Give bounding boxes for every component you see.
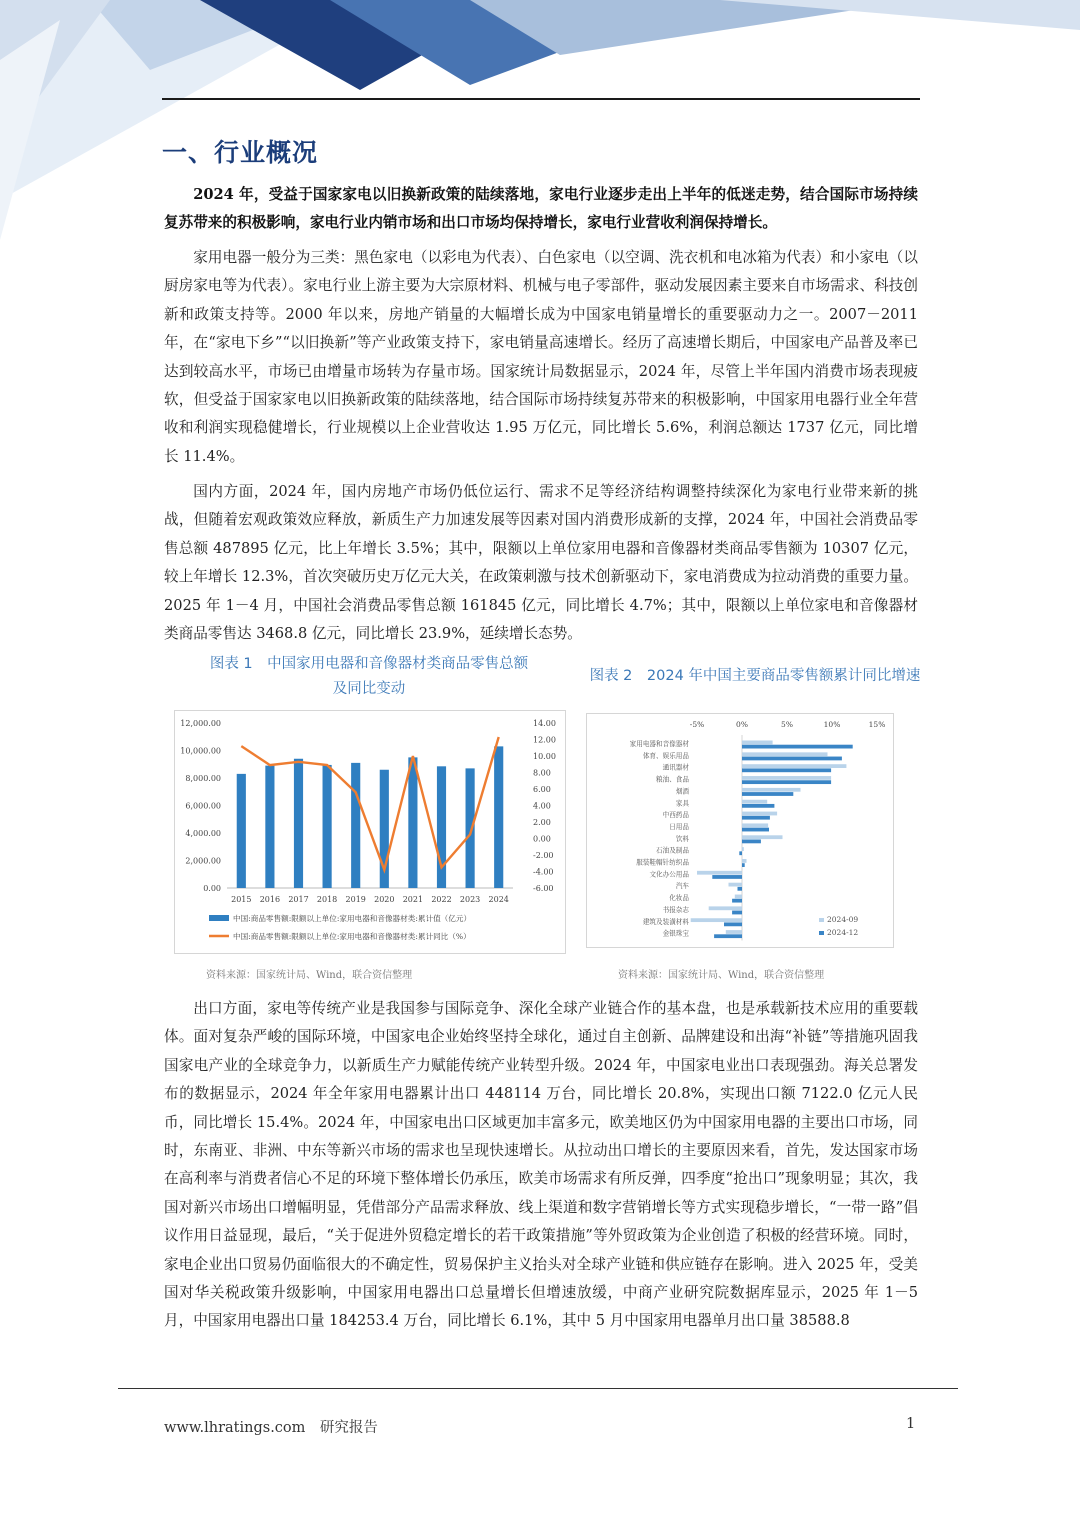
bar-retail-sales (237, 774, 246, 888)
bar-retail-sales (351, 763, 360, 888)
x-axis-tick: 10% (823, 720, 841, 729)
x-axis-tick: 2022 (431, 895, 452, 904)
category-label: 化妆品 (669, 894, 689, 903)
x-axis-tick: 15% (868, 720, 886, 729)
legend-swatch-2024-12 (819, 931, 824, 935)
bar-2024-09 (735, 895, 742, 899)
left-axis-tick: 2,000.00 (185, 856, 221, 866)
bar-2024-09 (742, 741, 773, 745)
figure1-caption (176, 652, 562, 702)
x-axis-tick: 0% (736, 720, 748, 729)
x-axis-tick: 2023 (459, 895, 481, 904)
category-label: 汽车 (675, 882, 689, 891)
x-axis-tick: 2019 (345, 895, 366, 904)
legend-label-2024-12: 2024-12 (827, 928, 859, 937)
category-label: 书报杂志 (662, 905, 689, 914)
legend-label-bars: 中国:商品零售额:限额以上单位:家用电器和音像器材类:累计值（亿元） (233, 914, 472, 923)
paragraph-domestic: 国内方面，2024 年，国内房地产市场仍低位运行、需求不足等经济结构调整持续深化为家电行业带来新的挑战，但随着宏观政策效应释放，新质生产力加速发展等因素对国内消费形成新的支撑，2024 年，中国社会消费品零售总额 487895 亿元，比上年增长 3.5%；其中，限额以上单位家用电器和音像器材类商品零售额为 10307 亿元，较上年增长 12.3%，首次突破历史万亿元大关，在政策刺激与技术创新驱动下，家电消费成为拉动消费的重要力量。2025 年 1－4 月，中国社会消费品零售总额 161845 亿元，同比增长 4.7%；其中，限额以上单位家电和音像器材类商品零售达 3468.8 亿元，同比增长 23.9%，延续增长态势。 (164, 483, 918, 643)
bar-2024-12 (742, 828, 769, 832)
category-label: 家具 (675, 799, 689, 808)
left-axis-tick: 4,000.00 (185, 829, 221, 838)
bar-2024-09 (742, 823, 768, 827)
category-label: 文化办公用品 (649, 870, 689, 879)
bar-2024-12 (742, 768, 831, 772)
bar-2024-09 (742, 859, 747, 863)
x-axis-tick: 2021 (402, 895, 424, 904)
category-label: 家用电器和音像器材 (629, 740, 689, 748)
bar-2024-12 (742, 804, 774, 808)
category-label: 中西药品 (662, 811, 689, 820)
bar-retail-sales (408, 757, 417, 888)
legend-label-line: 中国:商品零售额:限额以上单位:家用电器和音像器材类:累计同比（%） (233, 932, 471, 941)
bar-retail-sales (466, 768, 475, 888)
x-axis-tick: 5% (781, 720, 793, 729)
x-axis-tick: 2018 (316, 895, 338, 904)
bar-2024-09 (742, 835, 783, 839)
right-axis-tick: -2.00 (533, 851, 554, 860)
page-number: 1 (906, 1416, 916, 1432)
line-yoy-growth (241, 737, 498, 870)
bar-retail-sales (294, 759, 303, 888)
lead-paragraph: 2024 年，受益于国家家电以旧换新政策的陆续落地，家电行业逐步走出上半年的低迷走势，结合国际市场持续复苏带来的积极影响，家电行业内销市场和出口市场均保持增长，家电行业营收利润保持增长。 (164, 186, 918, 232)
bar-2024-12 (742, 780, 831, 784)
paragraph-exports: 出口方面，家电等传统产业是我国参与国际竞争、深化全球产业链合作的基本盘，也是承载新技术应用的重要载体。面对复杂严峻的国际环境，中国家电企业始终坚持全球化，通过自主创新、品牌建设和出海“补链”等措施巩固我国家电产业的全球竞争力，以新质生产力赋能传统产业转型升级。2024 年，中国家电业出口表现强劲。海关总署发布的数据显示，2024 年全年家用电器累计出口 448114 万台，同比增长 20.8%，实现出口额 7122.0 亿元人民币，同比增长 15.4%。2024 年，中国家电出口区域更加丰富多元，欧美地区仍为中国家用电器的主要出口市场，同时，东南亚、非洲、中东等新兴市场的需求也呈现快速增长。从拉动出口增长的主要原因来看，首先，发达国家市场在高利率与消费者信心不足的环境下整体增长仍承压，欧美市场需求有所反弹，四季度“抢出口”现象明显；其次，我国对新兴市场出口增幅明显，凭借部分产品需求释放、线上渠道和数字营销增长等方式实现稳步增长，“一带一路”倡议作用日益显现，最后，“关于促进外贸稳定增长的若干政策措施”等外贸政策为企业创造了积极的经营环境。同时，家电企业出口贸易仍面临很大的不确定性，贸易保护主义抬头对全球产业链和供应链存在影响。进入 2025 年，受美国对华关税政策升级影响，中国家用电器出口总量增长但增速放缓，中商产业研究院数据库显示，2025 年 1－5 月，中国家用电器出口量 184253.4 万台，同比增长 6.1%，其中 5 月中国家用电器单月出口量 38588.8 (164, 1000, 918, 1330)
bar-retail-sales (494, 746, 503, 888)
right-axis-tick: 10.00 (533, 752, 556, 761)
bar-2024-09 (742, 752, 828, 756)
right-axis-tick: 2.00 (533, 818, 551, 827)
right-axis-tick: 4.00 (533, 801, 551, 811)
bar-2024-09 (697, 871, 742, 875)
bar-2024-12 (732, 911, 742, 915)
right-axis-tick: 14.00 (533, 719, 556, 728)
bar-2024-12 (742, 816, 770, 820)
bar-2024-12 (742, 863, 745, 867)
bar-2024-09 (726, 930, 742, 934)
left-axis-tick: 12,000.00 (180, 719, 221, 728)
figure1-caption-line2: 及同比变动 (332, 681, 406, 697)
legend-label-2024-09: 2024-09 (827, 915, 859, 924)
left-axis-tick: 0.00 (203, 884, 221, 893)
footer-rule (118, 1388, 958, 1389)
section-title: 一、行业概况 (162, 138, 319, 167)
bar-2024-09 (742, 788, 801, 792)
bar-2024-12 (742, 757, 842, 761)
bar-2024-12 (732, 899, 742, 903)
paragraph-industry-overview: 家用电器一般分为三类：黑色家电（以彩电为代表）、白色家电（以空调、洗衣机和电冰箱为代表）和小家电（以厨房家电等为代表）。家电行业上游主要为大宗原材料、机械与电子零部件，驱动发展因素主要来自市场需求、科技创新和政策支持等。2000 年以来，房地产销量的大幅增长成为中国家电销量增长的重要驱动力之一。2007－2011 年，在“家电下乡”“以旧换新”等产业政策支持下，家电销量高速增长。经历了高速增长期后，中国家电产品普及率已达到较高水平，市场已由增量市场转为存量市场。国家统计局数据显示，2024 年，尽管上半年国内消费市场表现疲软，但受益于国家家电以旧换新政策的陆续落地，结合国际市场持续复苏带来的积极影响，中国家用电器行业全年营收和利润实现稳健增长，行业规模以上企业营收达 1.95 万亿元，同比增长 5.6%，利润总额达 1737 亿元，同比增长 11.4%。 (164, 249, 918, 465)
bar-2024-12 (739, 851, 742, 855)
bar-2024-09 (742, 800, 767, 804)
category-label: 体育、娱乐用品 (642, 751, 689, 760)
bar-2024-12 (742, 745, 853, 749)
bar-2024-09 (742, 764, 846, 768)
bar-2024-09 (742, 847, 744, 851)
left-axis-tick: 10,000.00 (180, 746, 221, 756)
bar-2024-09 (729, 883, 743, 887)
x-axis-tick: 2017 (288, 895, 309, 904)
x-axis-tick: 2020 (374, 895, 395, 904)
figure1-caption-line1: 图表 1 中国家用电器和音像器材类商品零售总额 (209, 656, 529, 672)
bar-2024-09 (709, 906, 742, 910)
bar-2024-12 (724, 922, 742, 926)
category-growth-chart (587, 714, 893, 947)
bar-retail-sales (437, 766, 446, 888)
right-axis-tick: -6.00 (533, 884, 554, 893)
bar-2024-09 (742, 776, 831, 780)
figure2-source: 资料来源：国家统计局、Wind，联合资信整理 (618, 970, 825, 981)
bar-2024-09 (691, 918, 742, 922)
category-label: 服装鞋帽针纺织品 (636, 858, 689, 867)
right-axis-tick: 8.00 (533, 768, 551, 778)
x-axis-tick: 2015 (231, 895, 252, 904)
legend-swatch-2024-09 (819, 918, 824, 922)
category-label: 石油及制品 (656, 846, 689, 855)
category-label: 建筑及装潢材料 (642, 917, 689, 926)
right-axis-tick: -4.00 (533, 867, 554, 877)
legend-swatch-bars (209, 915, 229, 921)
category-label: 金银珠宝 (662, 929, 689, 938)
figure1-chart (174, 710, 566, 954)
category-label: 粮油、食品 (656, 775, 689, 784)
bar-2024-12 (742, 792, 793, 796)
category-label: 日用品 (669, 822, 689, 831)
right-axis-tick: 0.00 (533, 834, 551, 844)
left-axis-tick: 6,000.00 (185, 801, 221, 811)
x-axis-tick: 2016 (259, 895, 281, 904)
bar-2024-12 (738, 887, 743, 891)
figure1-source: 资料来源：国家统计局、Wind，联合资信整理 (206, 970, 413, 981)
bar-retail-sales (265, 766, 274, 888)
figure2-chart (586, 713, 894, 948)
bar-2024-09 (742, 812, 777, 816)
footer-site: www.lhratings.com 研究报告 (164, 1420, 378, 1436)
category-label: 通讯器材 (662, 763, 689, 772)
retail-sales-chart (175, 711, 565, 953)
x-axis-tick: 2024 (488, 895, 509, 904)
bar-retail-sales (323, 765, 332, 888)
header-rule (162, 98, 920, 100)
bar-2024-12 (742, 840, 761, 844)
right-axis-tick: 6.00 (533, 785, 551, 794)
category-label: 烟酒 (675, 787, 689, 796)
bar-2024-12 (712, 875, 742, 879)
left-axis-tick: 8,000.00 (185, 774, 221, 783)
right-axis-tick: 12.00 (533, 735, 556, 745)
category-label: 饮料 (675, 834, 689, 843)
x-axis-tick: -5% (689, 720, 705, 729)
bar-2024-12 (714, 934, 742, 938)
figure2-caption: 图表 2 2024 年中国主要商品零售额累计同比增速 (589, 668, 921, 684)
